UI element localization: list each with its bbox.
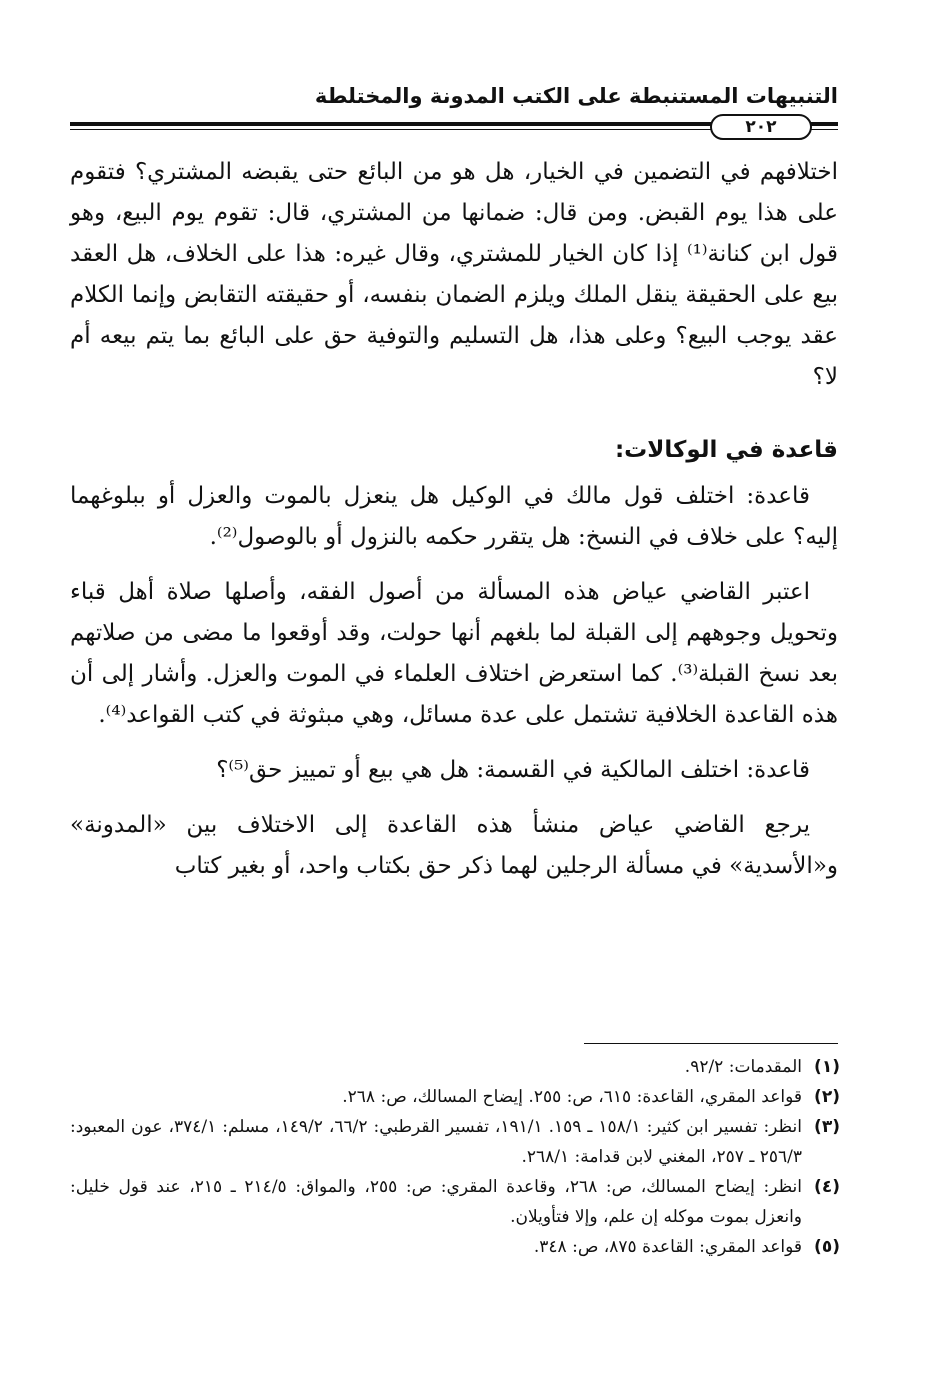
footnote-number: (٤) — [814, 1177, 840, 1197]
footnote — [70, 1052, 840, 1082]
footnote-number: (٢) — [814, 1087, 840, 1107]
footnote — [70, 1232, 840, 1262]
paragraph: اعتبر القاضي عياض هذه المسألة من أصول الفقه، وأصلها صلاة أهل قباء وتحويل وجوههم إلى القبلة لما بلغهم أنها حولت، وقد أوقعوا ما مضى من صلاتهم بعد نسخ القبلة⁽³⁾. كما استعرض اختلاف العلماء في الموت والعزل. وأشار إلى أن هذه القاعدة الخلافية تشتمل على عدة مسائل، وهي مبثوثة في كتب القواعد⁽⁴⁾. — [70, 579, 838, 728]
footnote — [70, 1172, 840, 1232]
paragraph: اختلافهم في التضمين في الخيار، هل هو من البائع حتى يقبضه المشتري؟ فتقوم على هذا يوم القبض. ومن قال: ضمانها من المشتري، قال: تقوم يوم البيع، وهو قول ابن كنانة⁽¹⁾ إذا كان الخيار للمشتري، وقال غيره: هذا على الخلاف، هل العقد بيع على الحقيقة ينقل الملك ويلزم الضمان بنفسه، أو حقيقته التقابض وإنما الكلام عقد يوجب البيع؟ وعلى هذا، هل التسليم والتوفية حق على البائع بما يتم بيعه أم لا؟ — [70, 159, 838, 390]
page-number: ٢٠٢ — [710, 114, 812, 140]
footnote-separator — [584, 1043, 838, 1044]
footnote — [70, 1112, 840, 1172]
section-heading: قاعدة في الوكالات: — [614, 437, 838, 463]
paragraph: قاعدة: اختلف قول مالك في الوكيل هل ينعزل بالموت والعزل أو ببلوغهما إليه؟ على خلاف في النسخ: هل يتقرر حكمه بالنزول أو بالوصول⁽²⁾. — [70, 483, 838, 550]
paragraph: قاعدة: اختلف المالكية في القسمة: هل هي بيع أو تمييز حق⁽⁵⁾؟ — [216, 757, 810, 783]
footnote-text: انظر: إيضاح المسالك، ص: ٢٦٨، وقاعدة المقري: ص: ٢٥٥، والمواق: ٢١٤/٥ ـ ٢١٥، عند قول خليل: وانعزل بموت موكله إن علم، وإلا فتأويلان. — [70, 1177, 802, 1227]
footnote-text: انظر: تفسير ابن كثير: ١٥٨/١ ـ ١٥٩. ١٩١/١، تفسير القرطبي: ٦٦/٢، ١٤٩/٢، مسلم: ٣٧٤/١، عون المعبود: ٢٥٦/٣ ـ ٢٥٧، المغني لابن قدامة: ٢٦٨/١. — [70, 1117, 802, 1167]
header-title: التنبيهات المستنبطة على الكتب المدونة والمختلطة — [314, 84, 838, 108]
footnote-number: (٥) — [814, 1237, 840, 1257]
footnote-number: (١) — [814, 1057, 840, 1077]
footnote-text: قواعد المقري، القاعدة: ٦١٥، ص: ٢٥٥. إيضاح المسالك، ص: ٢٦٨. — [342, 1087, 802, 1107]
footnote-text: قواعد المقري: القاعدة ٨٧٥، ص: ٣٤٨. — [533, 1237, 802, 1257]
footnote-number: (٣) — [814, 1117, 840, 1137]
main-text — [70, 152, 838, 887]
footnote-text: المقدمات: ٩٢/٢. — [684, 1057, 802, 1077]
footnotes — [70, 1052, 840, 1262]
running-header — [70, 78, 838, 150]
footnote — [70, 1082, 840, 1112]
paragraph: يرجع القاضي عياض منشأ هذه القاعدة إلى الاختلاف بين «المدونة» و«الأسدية» في مسألة الرجلين لهما ذكر حق بكتاب واحد، أو بغير كتاب — [70, 812, 838, 879]
